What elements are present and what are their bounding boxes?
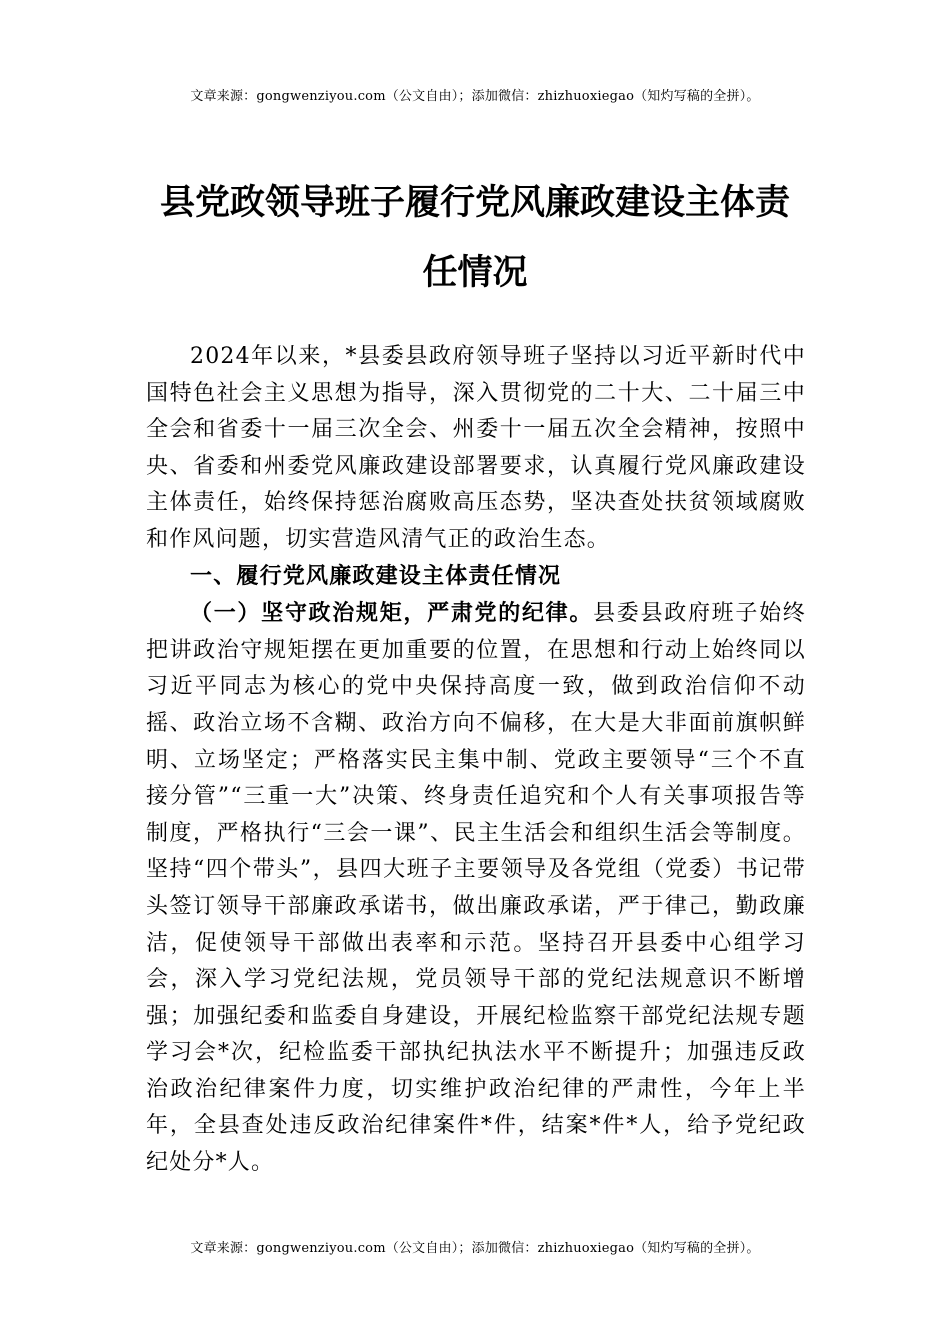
document-title-line-2: 任情况: [422, 252, 528, 293]
document-title-line-1: 县党政领导班子履行党风廉政建设主体责: [159, 182, 790, 223]
subsection-paragraph: [146, 595, 806, 1182]
subsection-body: 县委县政府班子始终把讲政治守规矩摆在更加重要的位置，在思想和行动上始终同以习近平同志为核心的党中央保持高度一致，做到政治信仰不动摇、政治立场不含糊、政治方向不偏移，在大是大非面前旗帜鲜明、立场坚定；严格落实民主集中制、党政主要领导“三个不直接分管”“三重一大”决策、终身责任追究和个人有关事项报告等制度，严格执行“三会一课”、民主生活会和组织生活会等制度。坚持“四个带头”，县四大班子主要领导及各党组（党委）书记带头签订领导干部廉政承诺书，做出廉政承诺，严于律己，勤政廉洁，促使领导干部做出表率和示范。坚持召开县委中心组学习会，深入学习党纪法规，党员领导干部的党纪法规意识不断增强；加强纪委和监委自身建设，开展纪检监察干部党纪法规专题学习会*次，纪检监委干部执纪执法水平不断提升；加强违反政治政治纪律案件力度，切实维护政治纪律的严肃性，今年上半年，全县查处违反政治纪律案件*件，结案*件*人，给予党纪政纪处分*人。: [146, 601, 806, 1176]
intro-paragraph: 2024年以来，*县委县政府领导班子坚持以习近平新时代中国特色社会主义思想为指导，深入贯彻党的二十大、二十届三中全会和省委十一届三次全会、州委十一届五次全会精神，按照中央、省委和州委党风廉政建设部署要求，认真履行党风廉政建设主体责任，始终保持惩治腐败高压态势，坚决查处扶贫领域腐败和作风问题，切实营造风清气正的政治生态。: [146, 344, 806, 552]
document-title: [145, 168, 805, 308]
header-source-note: 文章来源：gongwenziyou.com（公文自由）；添加微信：zhizhuoxiegao（知灼写稿的全拼）。: [190, 89, 760, 104]
document-body: [146, 339, 806, 1182]
footer-source-note: 文章来源：gongwenziyou.com（公文自由）；添加微信：zhizhuoxiegao（知灼写稿的全拼）。: [190, 1241, 760, 1256]
subsection-lead: （一）坚守政治规矩，严肃党的纪律。: [190, 600, 594, 627]
section-heading: 一、履行党风廉政建设主体责任情况: [190, 563, 562, 589]
